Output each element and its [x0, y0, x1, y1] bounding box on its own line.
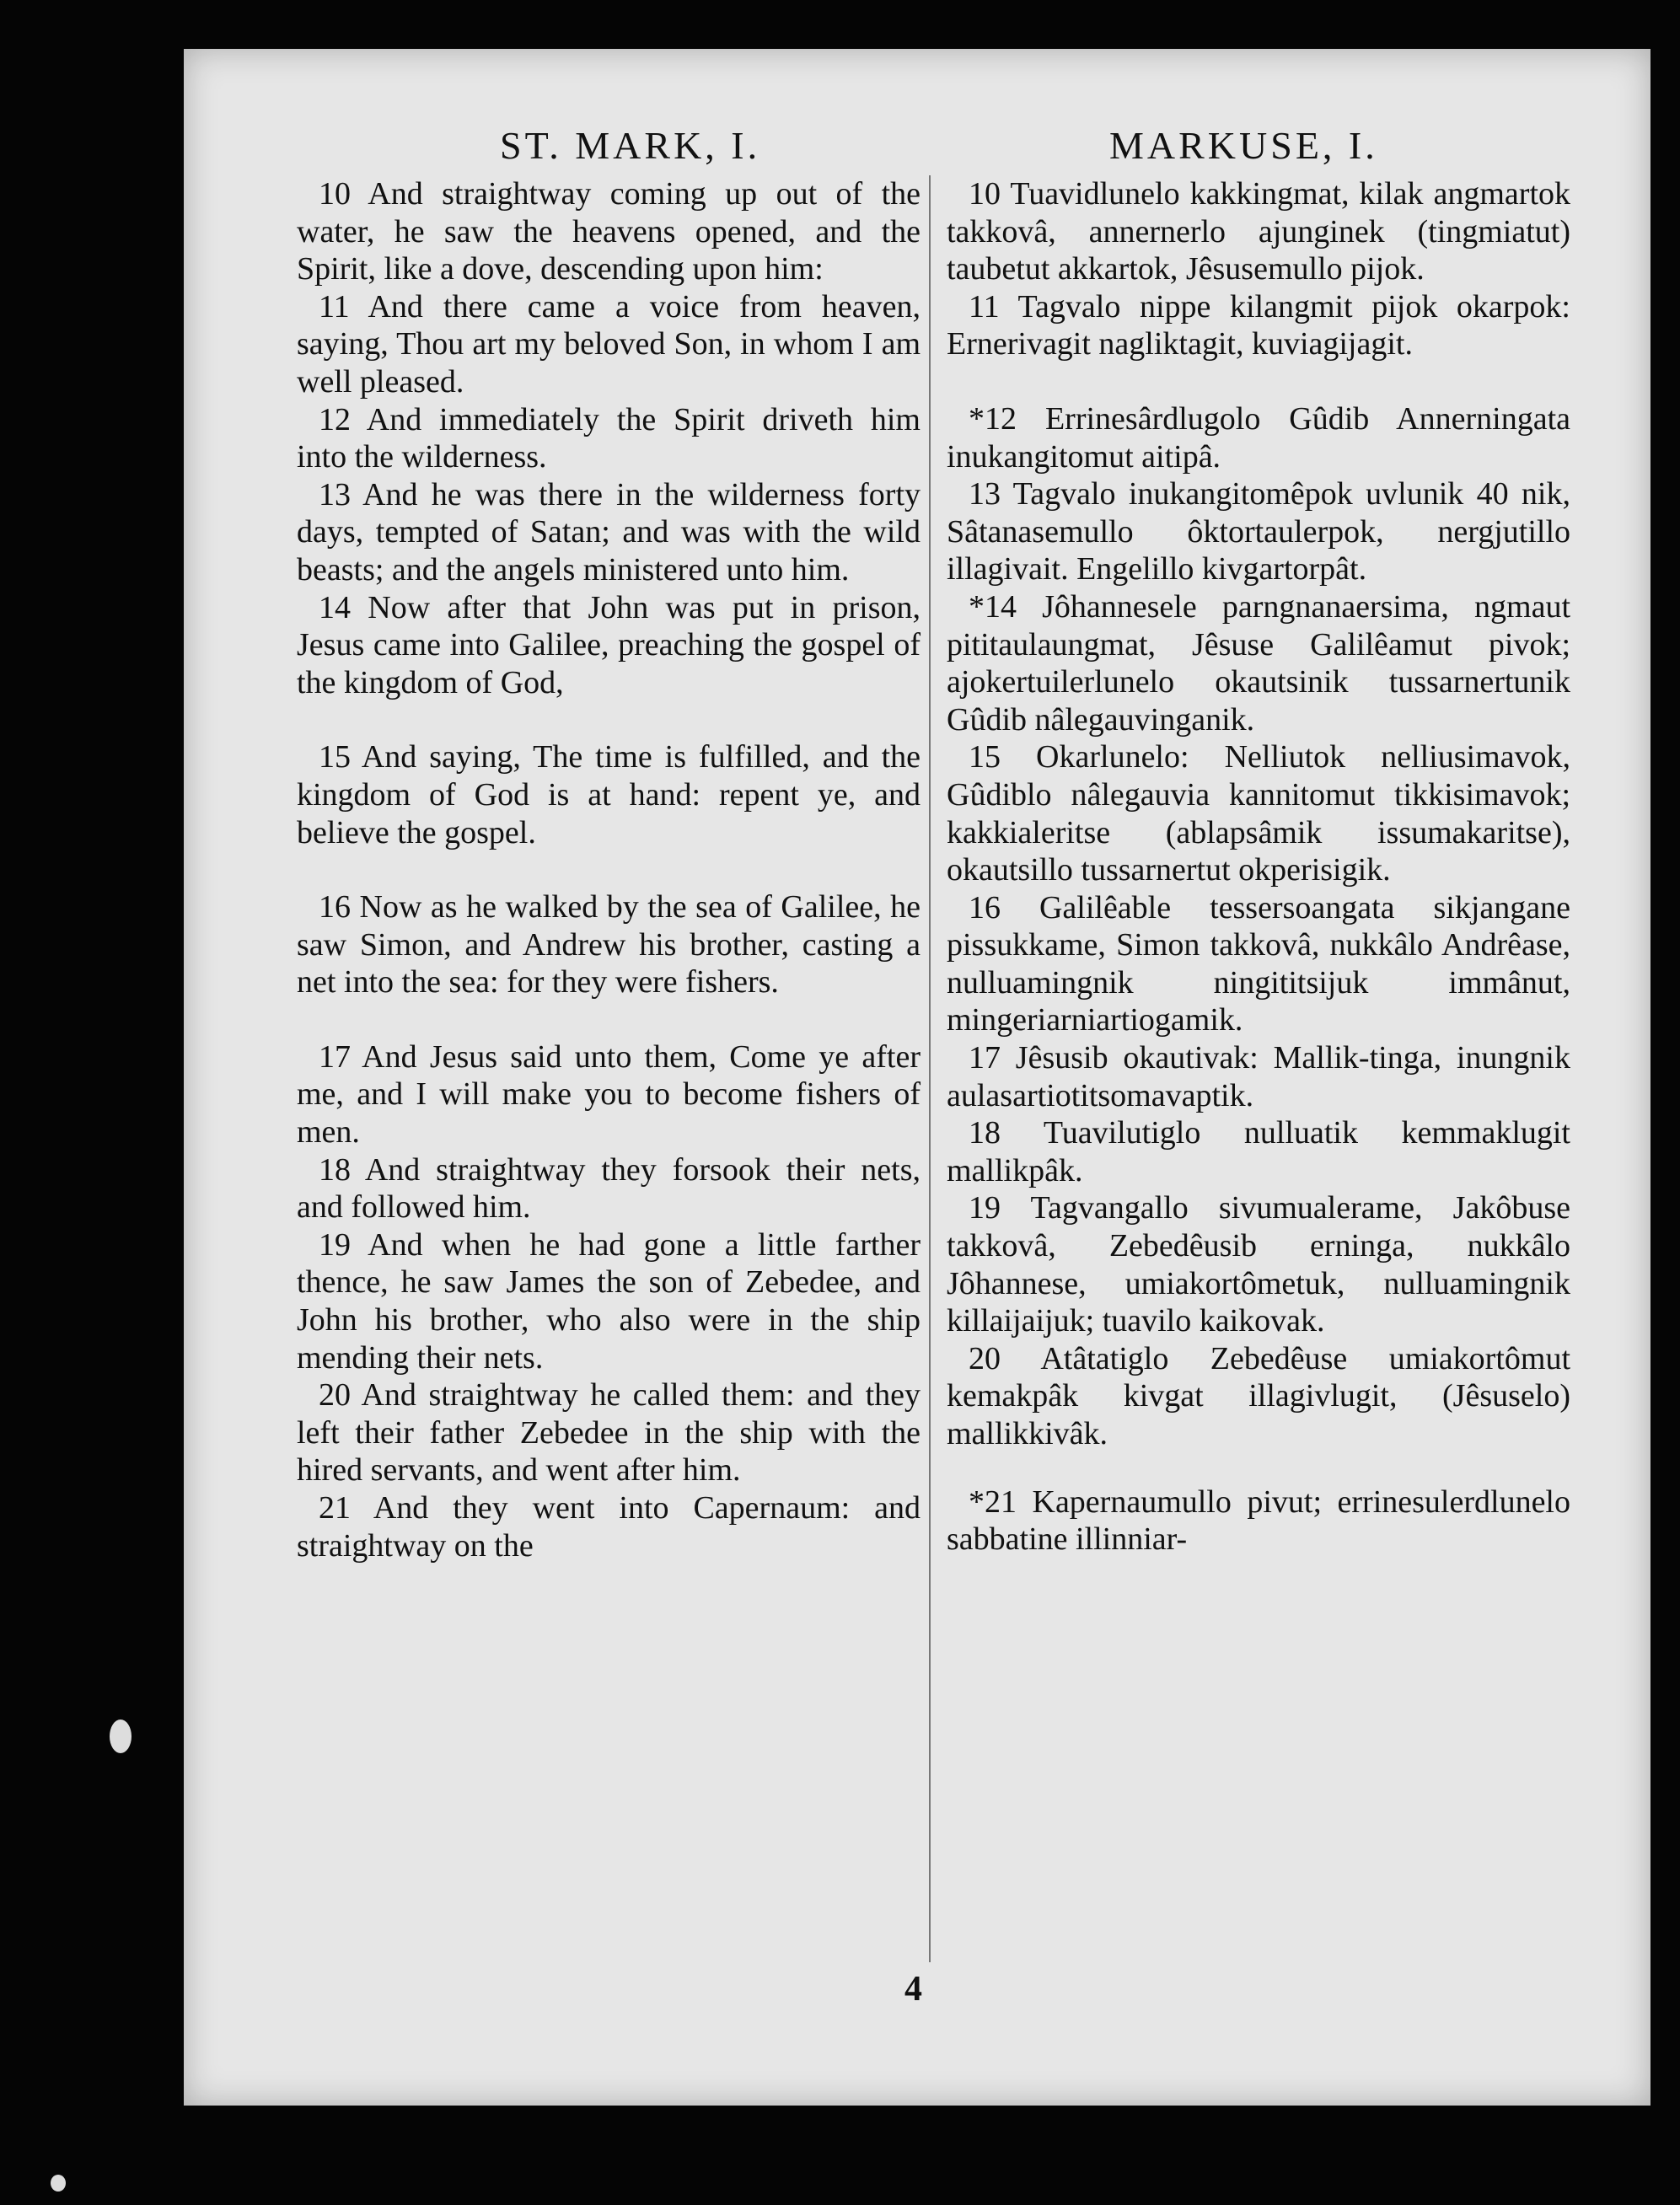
margin-smudge	[110, 1719, 132, 1753]
inuktitut-verse-17: 17 Jêsusib okautivak: Mallik-tinga, inungnik aulasartiotitsomavaptik.	[947, 1040, 1570, 1113]
english-verse-21: 21 And they went into Capernaum: and straightway on the	[297, 1490, 921, 1564]
inuktitut-column	[947, 175, 1570, 1559]
english-verse-17: 17 And Jesus said unto them, Come ye after me, and I will make you to become fishers of men.	[297, 1038, 921, 1151]
inuktitut-verse-20: 20 Atâtatiglo Zebedêuse umiakortômut kemakpâk kivgat illagivlugit, (Jêsuselo) mallikkivâk.	[947, 1340, 1570, 1451]
scanned-page	[184, 49, 1650, 2106]
inuktitut-verse-14: *14 Jôhannesele parngnanaersima, ngmaut pititaulaungmat, Jêsuse Galilêamut pivok; ajokertuilerlunelo okautsinik tussarnertunik Gûdib nâlegauvinganik.	[947, 588, 1570, 738]
inuktitut-verse-19: 19 Tagvangallo sivumualerame, Jakôbuse takkovâ, Zebedêusib erninga, nukkâlo Jôhannese, umiakortômetuk, nulluamingnik killaijaijuk; tuavilo kaikovak.	[947, 1190, 1570, 1339]
inuktitut-verse-18: 18 Tuavilutiglo nulluatik kemmaklugit mallikpâk.	[947, 1115, 1570, 1188]
english-verse-18: 18 And straightway they forsook their nets, and followed him.	[297, 1151, 921, 1226]
english-verse-13: 13 And he was there in the wilderness forty days, tempted of Satan; and was with the wild beasts; and the angels ministered unto him.	[297, 476, 921, 587]
right-running-header: MARKUSE, I.	[1109, 124, 1378, 167]
english-verse-14: 14 Now after that John was put in prison, Jesus came into Galilee, preaching the gospel of the kingdom of God,	[297, 589, 921, 700]
english-verse-16: 16 Now as he walked by the sea of Galilee, he saw Simon, and Andrew his brother, casting a net into the sea: for they were fishers.	[297, 889, 921, 1001]
inuktitut-verse-15: 15 Okarlunelo: Nelliutok nelliusimavok, Gûdiblo nâlegauvia kannitomut tikkisimavok; kakkialeritse (ablapsâmik issumakaritse), okautsillo tussarnertut okperisigik.	[947, 739, 1570, 888]
english-verse-11: 11 And there came a voice from heaven, saying, Thou art my beloved Son, in whom I am well pleased.	[297, 288, 921, 400]
inuktitut-verse-12: *12 Errinesârdlugolo Gûdib Annerningata inukangitomut aitipâ.	[947, 400, 1570, 475]
left-running-header: ST. MARK, I.	[500, 124, 761, 167]
english-column	[297, 175, 921, 1564]
inuktitut-verse-11: 11 Tagvalo nippe kilangmit pijok okarpok: Ernerivagit nagliktagit, kuviagijagit.	[947, 288, 1570, 362]
english-verse-10: 10 And straightway coming up out of the water, he saw the heavens opened, and the Spirit, like a dove, descending upon him:	[297, 176, 921, 287]
inuktitut-verse-10: 10 Tuavidlunelo kakkingmat, kilak angmartok takkovâ, annernerlo ajunginek (tingmiatut) taubetut akkartok, Jêsusemullo pijok.	[947, 176, 1570, 287]
page-number: 4	[904, 1970, 922, 2009]
english-verse-20: 20 And straightway he called them: and they left their father Zebedee in the ship with the hired servants, and went after him.	[297, 1377, 921, 1489]
column-divider	[929, 175, 931, 1962]
margin-smudge	[51, 2175, 66, 2192]
english-verse-15: 15 And saying, The time is fulfilled, and the kingdom of God is at hand: repent ye, and believe the gospel.	[297, 739, 921, 850]
inuktitut-verse-13: 13 Tagvalo inukangitomêpok uvlunik 40 nik, Sâtanasemullo ôktortaulerpok, nergjutillo illagivait. Engelillo kivgartorpât.	[947, 476, 1570, 587]
inuktitut-verse-16: 16 Galilêable tessersoangata sikjangane pissukkame, Simon takkovâ, nukkâlo Andrêase, nulluamingnik ningititsijuk immânut, mingeriarniartiogamik.	[947, 889, 1570, 1038]
english-verse-12: 12 And immediately the Spirit driveth him into the wilderness.	[297, 401, 921, 475]
inuktitut-verse-21: *21 Kapernaumullo pivut; errinesulerdlunelo sabbatine illinniar-	[947, 1483, 1570, 1558]
english-verse-19: 19 And when he had gone a little farther thence, he saw James the son of Zebedee, and John his brother, who also were in the ship mending their nets.	[297, 1226, 921, 1376]
